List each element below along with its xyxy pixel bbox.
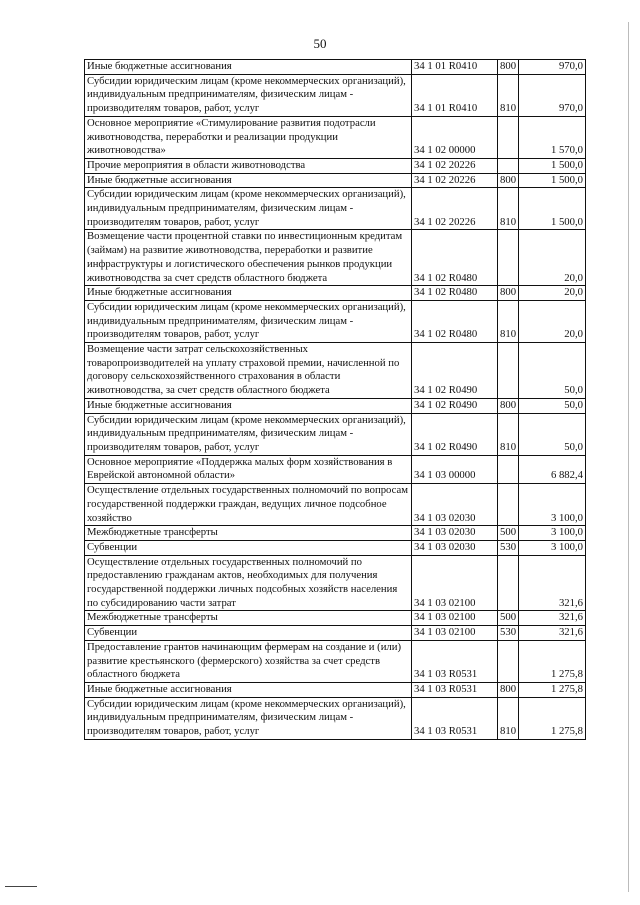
- row-name-cell: Субсидии юридическим лицам (кроме некоммерческих организаций), индивидуальным предпринимателям, физическим лицам - производителям товаров, работ, услуг: [85, 413, 412, 455]
- table-row: [85, 116, 586, 158]
- row-code-cell: 34 1 01 R0410: [412, 74, 498, 116]
- row-sum-cell: 1 275,8: [519, 697, 586, 739]
- budget-table-body: [85, 60, 586, 740]
- row-name-cell: Субсидии юридическим лицам (кроме некоммерческих организаций), индивидуальным предпринимателям, физическим лицам - производителям товаров, работ, услуг: [85, 697, 412, 739]
- table-row: [85, 343, 586, 399]
- row-code-cell: 34 1 03 R0531: [412, 682, 498, 697]
- row-code-cell: 34 1 02 R0490: [412, 343, 498, 399]
- row-expense-type-cell: 530: [498, 540, 519, 555]
- table-row: [85, 455, 586, 483]
- row-sum-cell: 50,0: [519, 398, 586, 413]
- row-name-cell: Основное мероприятие «Поддержка малых форм хозяйствования в Еврейской автономной области»: [85, 455, 412, 483]
- row-sum-cell: 321,6: [519, 611, 586, 626]
- table-row: [85, 640, 586, 682]
- row-sum-cell: 3 100,0: [519, 484, 586, 526]
- row-code-cell: 34 1 03 R0531: [412, 640, 498, 682]
- row-expense-type-cell: 810: [498, 300, 519, 342]
- row-expense-type-cell: 810: [498, 413, 519, 455]
- row-code-cell: 34 1 02 00000: [412, 116, 498, 158]
- row-code-cell: 34 1 02 20226: [412, 158, 498, 173]
- row-name-cell: Межбюджетные трансферты: [85, 526, 412, 541]
- row-sum-cell: 6 882,4: [519, 455, 586, 483]
- table-row: [85, 555, 586, 611]
- row-sum-cell: 1 275,8: [519, 640, 586, 682]
- row-code-cell: 34 1 02 20226: [412, 173, 498, 188]
- row-sum-cell: 321,6: [519, 626, 586, 641]
- row-expense-type-cell: [498, 484, 519, 526]
- table-row: [85, 697, 586, 739]
- table-row: [85, 286, 586, 301]
- row-sum-cell: 1 275,8: [519, 682, 586, 697]
- table-row: [85, 188, 586, 230]
- row-code-cell: 34 1 02 R0490: [412, 398, 498, 413]
- row-name-cell: Субсидии юридическим лицам (кроме некоммерческих организаций), индивидуальным предпринимателям, физическим лицам - производителям товаров, работ, услуг: [85, 74, 412, 116]
- row-expense-type-cell: 800: [498, 286, 519, 301]
- row-code-cell: 34 1 01 R0410: [412, 60, 498, 75]
- row-name-cell: Основное мероприятие «Стимулирование развития подотрасли животноводства, переработки и реализации продукции животноводства»: [85, 116, 412, 158]
- table-row: [85, 398, 586, 413]
- row-code-cell: 34 1 02 R0480: [412, 286, 498, 301]
- row-code-cell: 34 1 03 02100: [412, 626, 498, 641]
- row-expense-type-cell: [498, 555, 519, 611]
- scan-corner-mark: [5, 886, 37, 887]
- row-code-cell: 34 1 03 02100: [412, 611, 498, 626]
- budget-table: [84, 59, 586, 740]
- row-name-cell: Иные бюджетные ассигнования: [85, 286, 412, 301]
- row-sum-cell: 1 500,0: [519, 158, 586, 173]
- row-expense-type-cell: 810: [498, 74, 519, 116]
- row-name-cell: Возмещение части процентной ставки по инвестиционным кредитам (займам) на развитие животноводства, переработки и развитие инфраструктуры и логистического обеспечения рынков продукции животноводства за счет средств областного бюджета: [85, 230, 412, 286]
- table-row: [85, 60, 586, 75]
- row-sum-cell: 1 500,0: [519, 188, 586, 230]
- table-row: [85, 413, 586, 455]
- row-code-cell: 34 1 02 R0490: [412, 413, 498, 455]
- row-name-cell: Иные бюджетные ассигнования: [85, 398, 412, 413]
- page-number: 50: [313, 36, 327, 51]
- row-name-cell: Осуществление отдельных государственных полномочий по вопросам государственной поддержки граждан, ведущих личное подсобное хозяйство: [85, 484, 412, 526]
- row-expense-type-cell: [498, 455, 519, 483]
- row-expense-type-cell: 800: [498, 173, 519, 188]
- table-row: [85, 626, 586, 641]
- table-row: [85, 484, 586, 526]
- row-expense-type-cell: 810: [498, 697, 519, 739]
- row-name-cell: Иные бюджетные ассигнования: [85, 173, 412, 188]
- row-name-cell: Субвенции: [85, 540, 412, 555]
- row-name-cell: Иные бюджетные ассигнования: [85, 682, 412, 697]
- row-sum-cell: 970,0: [519, 74, 586, 116]
- row-sum-cell: 1 500,0: [519, 173, 586, 188]
- row-sum-cell: 20,0: [519, 230, 586, 286]
- row-code-cell: 34 1 02 R0480: [412, 230, 498, 286]
- row-name-cell: Субсидии юридическим лицам (кроме некоммерческих организаций), индивидуальным предпринимателям, физическим лицам - производителям товаров, работ, услуг: [85, 188, 412, 230]
- table-row: [85, 540, 586, 555]
- row-sum-cell: 20,0: [519, 286, 586, 301]
- row-name-cell: Субвенции: [85, 626, 412, 641]
- row-name-cell: Субсидии юридическим лицам (кроме некоммерческих организаций), индивидуальным предпринимателям, физическим лицам - производителям товаров, работ, услуг: [85, 300, 412, 342]
- row-expense-type-cell: [498, 640, 519, 682]
- row-sum-cell: 1 570,0: [519, 116, 586, 158]
- row-sum-cell: 3 100,0: [519, 540, 586, 555]
- row-sum-cell: 321,6: [519, 555, 586, 611]
- row-code-cell: 34 1 03 02100: [412, 555, 498, 611]
- row-expense-type-cell: 800: [498, 682, 519, 697]
- table-row: [85, 682, 586, 697]
- row-code-cell: 34 1 03 02030: [412, 484, 498, 526]
- row-code-cell: 34 1 02 R0480: [412, 300, 498, 342]
- row-expense-type-cell: 500: [498, 526, 519, 541]
- table-row: [85, 300, 586, 342]
- row-expense-type-cell: [498, 230, 519, 286]
- row-name-cell: Прочие мероприятия в области животноводства: [85, 158, 412, 173]
- row-sum-cell: 970,0: [519, 60, 586, 75]
- row-code-cell: 34 1 02 20226: [412, 188, 498, 230]
- row-expense-type-cell: 800: [498, 60, 519, 75]
- row-name-cell: Иные бюджетные ассигнования: [85, 60, 412, 75]
- row-expense-type-cell: 810: [498, 188, 519, 230]
- table-row: [85, 173, 586, 188]
- row-name-cell: Предоставление грантов начинающим фермерам на создание и (или) развитие крестьянского (фермерского) хозяйства за счет средств областного бюджета: [85, 640, 412, 682]
- scan-edge-mark: [628, 22, 629, 892]
- table-row: [85, 74, 586, 116]
- row-sum-cell: 50,0: [519, 413, 586, 455]
- row-sum-cell: 20,0: [519, 300, 586, 342]
- row-expense-type-cell: [498, 158, 519, 173]
- table-row: [85, 230, 586, 286]
- row-expense-type-cell: 500: [498, 611, 519, 626]
- table-row: [85, 526, 586, 541]
- row-expense-type-cell: [498, 116, 519, 158]
- row-expense-type-cell: [498, 343, 519, 399]
- row-name-cell: Осуществление отдельных государственных полномочий по предоставлению гражданам актов, необходимых для получения государственной поддержки личных подсобных хозяйств населения по субсидированию части затрат: [85, 555, 412, 611]
- row-expense-type-cell: 800: [498, 398, 519, 413]
- row-sum-cell: 3 100,0: [519, 526, 586, 541]
- row-name-cell: Межбюджетные трансферты: [85, 611, 412, 626]
- row-code-cell: 34 1 03 02030: [412, 540, 498, 555]
- row-code-cell: 34 1 03 02030: [412, 526, 498, 541]
- row-code-cell: 34 1 03 R0531: [412, 697, 498, 739]
- row-code-cell: 34 1 03 00000: [412, 455, 498, 483]
- table-row: [85, 158, 586, 173]
- row-expense-type-cell: 530: [498, 626, 519, 641]
- row-sum-cell: 50,0: [519, 343, 586, 399]
- table-row: [85, 611, 586, 626]
- row-name-cell: Возмещение части затрат сельскохозяйственных товаропроизводителей на уплату страховой премии, начисленной по договору сельскохозяйственного страхования в области животноводства, за счет средств областного бюджета: [85, 343, 412, 399]
